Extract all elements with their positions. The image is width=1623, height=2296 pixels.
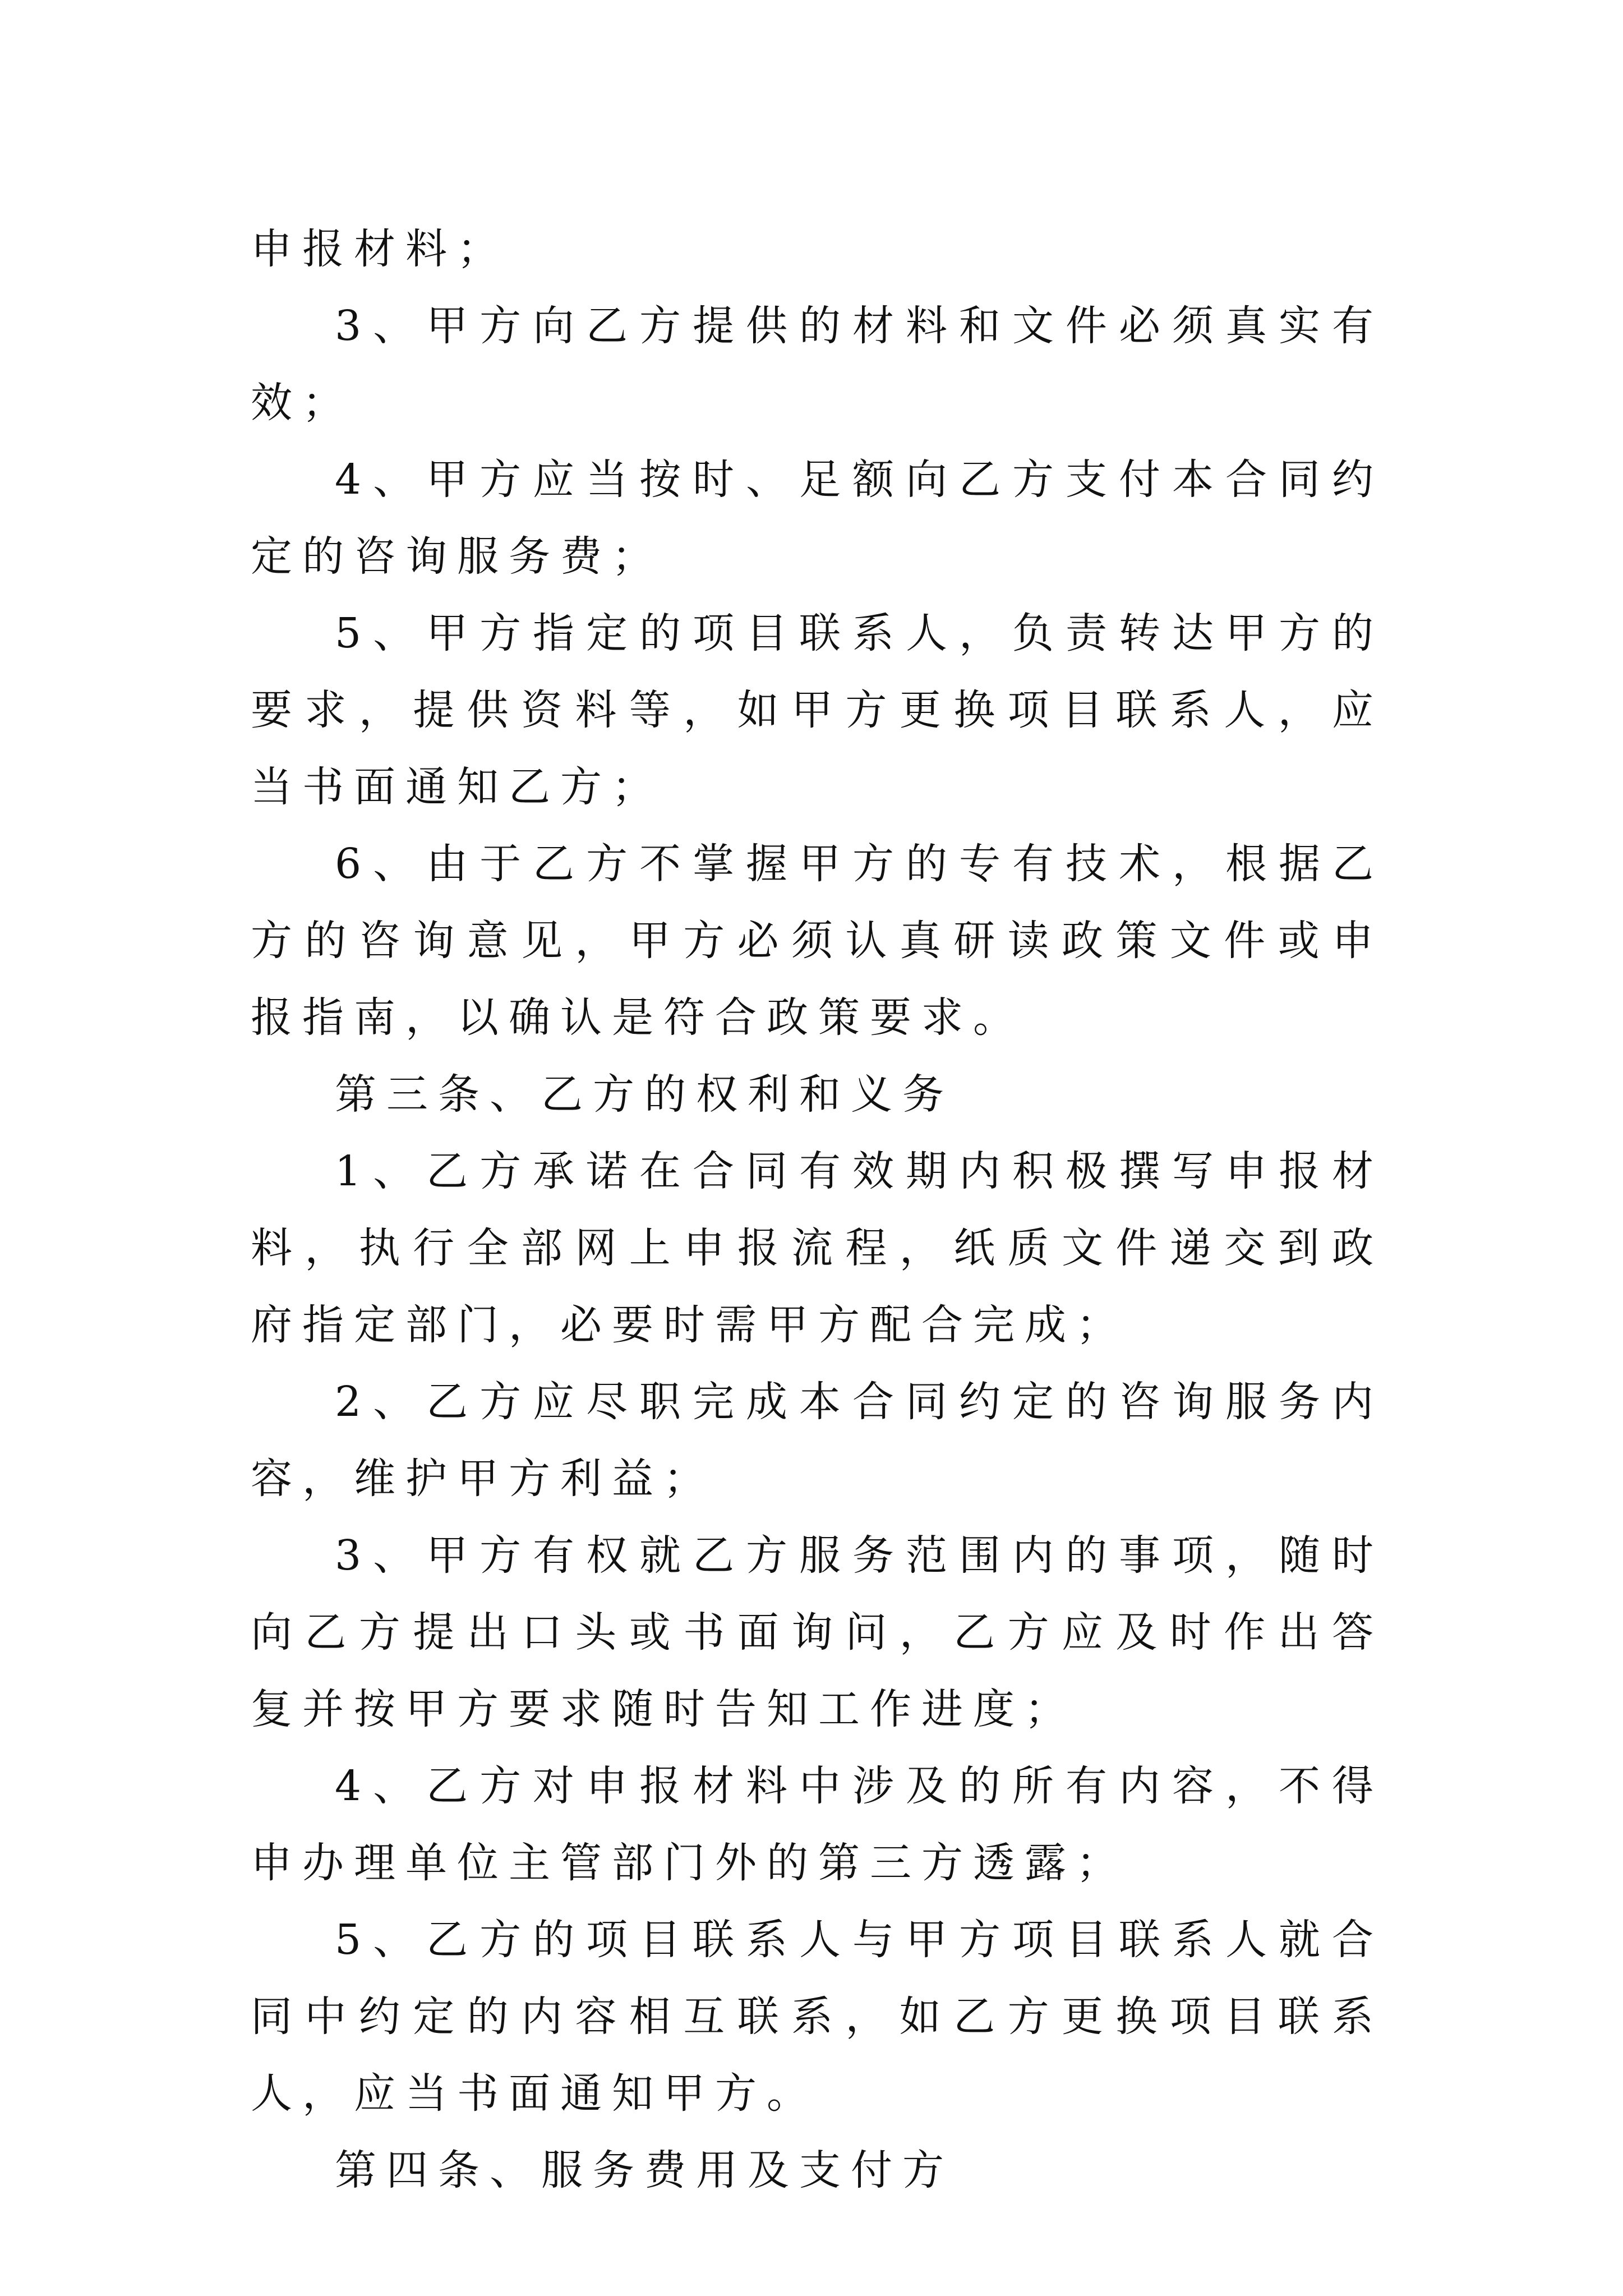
article-4-heading: 第四条、服务费用及支付方	[335, 2146, 954, 2194]
clause-party-b-1: 1、乙方承诺在合同有效期内积极撰写申报材料，执行全部网上申报流程，纸质文件递交到政府指定部门，必要时需甲方配合完成；	[251, 1147, 1384, 1349]
clause-party-b-3: 3、甲方有权就乙方服务范围内的事项，随时向乙方提出口头或书面询问，乙方应及时作出答复并按甲方要求随时告知工作进度；	[251, 1531, 1384, 1733]
clause-party-b-4: 4、乙方对申报材料中涉及的所有内容，不得申办理单位主管部门外的第三方透露；	[251, 1762, 1384, 1887]
clause-party-a-6: 6、由于乙方不掌握甲方的专有技术，根据乙方的咨询意见，甲方必须认真研读政策文件或申报指南，以确认是符合政策要求。	[251, 840, 1384, 1042]
clause-party-a-5: 5、甲方指定的项目联系人，负责转达甲方的要求，提供资料等，如甲方更换项目联系人，应当书面通知乙方；	[251, 609, 1384, 811]
clause-party-b-2: 2、乙方应尽职完成本合同约定的咨询服务内容，维护甲方利益；	[251, 1378, 1384, 1503]
clause-party-a-3: 3、甲方向乙方提供的材料和文件必须真实有效；	[251, 302, 1384, 427]
article-3-heading: 第三条、乙方的权利和义务	[335, 1070, 954, 1119]
clause-party-b-5: 5、乙方的项目联系人与甲方项目联系人就合同中约定的内容相互联系，如乙方更换项目联系人，应当书面通知甲方。	[251, 1916, 1384, 2118]
contract-body	[251, 211, 1384, 2209]
clause-party-a-4: 4、甲方应当按时、足额向乙方支付本合同约定的咨询服务费；	[251, 455, 1384, 581]
paragraph-continuation: 申报材料；	[251, 225, 509, 273]
